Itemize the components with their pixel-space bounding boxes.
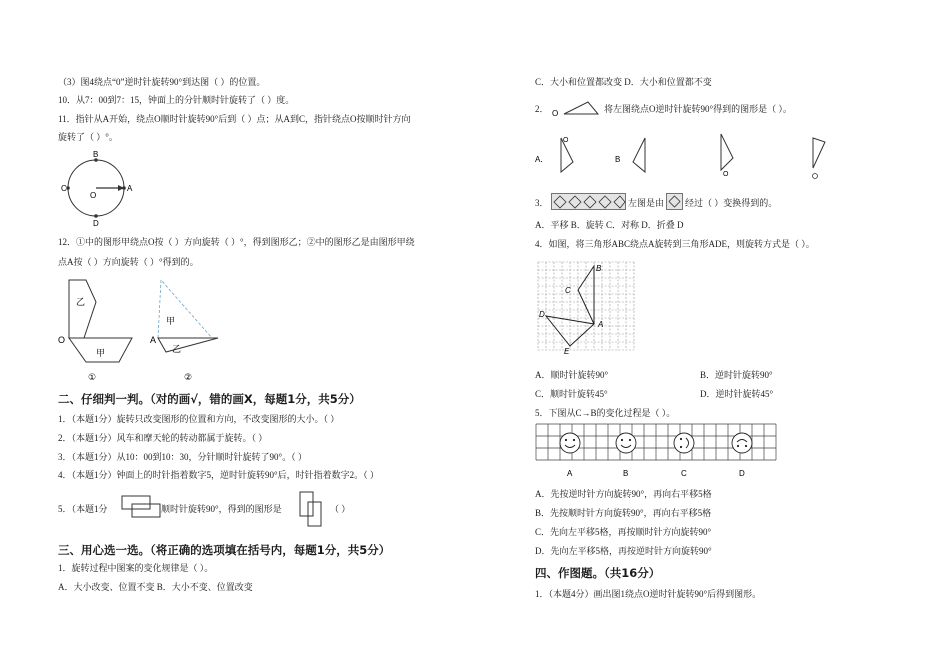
- question-12-line1: 12．①中的图形甲绕点O按（ ）方向旋转（ ）°，得到图形乙；②中的图形乙是由图形甲绕: [58, 237, 415, 247]
- choice-2-options-figures: [533, 128, 853, 188]
- choice-2-opt-a-label: A．: [535, 155, 549, 164]
- choice-2-opt-b-label: B: [615, 155, 621, 164]
- drawing-1: 1．（本题4分）画出图1绕点O逆时针旋转90°后得到图形。: [535, 589, 762, 599]
- judge-4: 4．（本题1分）钟面上的时针指着数字5，逆时针旋转90°后，时针指着数字2。（ ）: [58, 470, 379, 480]
- choice-3-pattern-strip: [551, 193, 627, 211]
- fig1-caption: ①: [88, 372, 97, 382]
- question-10: 10．从7：00到7：15，钟面上的分针顺时针旋转了（ ）度。: [58, 95, 295, 105]
- choice-2-label-o: O: [552, 109, 559, 118]
- fig2-label-yi: 乙: [172, 344, 182, 354]
- choice-2-opt-c-label: [705, 185, 706, 186]
- choice-2-source-figure: [552, 98, 602, 118]
- judge-3: 3．（本题1分）从10：00到10：30，分针顺时针旋转了90°。（ ）: [58, 452, 307, 462]
- choice-1-options-cd: C．大小和位置都改变 D．大小和位置都不变: [535, 77, 712, 87]
- choice-5-option-a: A．先按逆时针方向旋转90°，再向右平移5格: [535, 489, 712, 499]
- judge-1: 1．（本题1分）旋转只改变图形的位置和方向，不改变图形的大小。（ ）: [58, 414, 340, 424]
- choice-3-unit-figure: [666, 193, 684, 211]
- choice-1: 1．旋转过程中图案的变化规律是（ ）。: [58, 563, 214, 573]
- fig1-label-jia: 甲: [96, 348, 106, 358]
- clock-label-a: A: [127, 184, 133, 193]
- choice-3-options: A．平移 B．旋转 C．对称 D．折叠 D: [535, 220, 684, 230]
- choice-4-option-c: C．顺时针旋转45°: [535, 389, 608, 399]
- face-label-c: C: [681, 469, 687, 478]
- fig1-label-yi: 乙: [76, 297, 86, 307]
- fig1-label-o: O: [58, 335, 66, 345]
- clock-label-o: O: [90, 191, 97, 200]
- choice-5-option-d: D．先向左平移5格，再按逆时针方向旋转90°: [535, 546, 712, 556]
- section-4-title: 四、作图题。（共16分）: [535, 566, 661, 580]
- choice-3-number: 3．: [535, 198, 549, 208]
- clock-label-d: D: [93, 219, 99, 228]
- face-label-a: A: [567, 469, 573, 478]
- fig2-caption: ②: [184, 372, 193, 382]
- clock-figure: [60, 148, 140, 228]
- judge-5-rect-original: [120, 494, 166, 520]
- choice-2-number: 2．: [535, 104, 549, 114]
- face-label-b: B: [623, 469, 629, 478]
- fig2-label-jia: 甲: [166, 316, 176, 326]
- judge-5-rect-result: [298, 490, 328, 530]
- choice-4-option-b: B．逆时针旋转90°: [700, 370, 773, 380]
- section-3-title: 三、用心选一选。（将正确的选项填在括号内，每题1分，共5分）: [58, 543, 391, 557]
- grid-label-b: B: [596, 264, 602, 273]
- clock-label-b: B: [93, 150, 99, 159]
- question-12-line2: 点A按（ ）方向旋转（ ）°得到的。: [58, 257, 199, 267]
- choice-4-option-d: D．逆时针旋转45°: [700, 389, 774, 399]
- judge-5-answer: （ ）: [330, 504, 351, 514]
- question-11-line2: 旋转了（ ）°。: [58, 132, 118, 142]
- choice-2-opt-c-o: O: [723, 171, 729, 178]
- judge-5-prefix: 5．（本题1分: [58, 504, 108, 514]
- grid-label-e: E: [564, 347, 570, 356]
- fig2-label-a: A: [150, 335, 157, 345]
- choice-1-options: A．大小改变、位置不变 B．大小不变、位置改变: [58, 582, 253, 592]
- rotation-figures-12: [56, 272, 236, 384]
- choice-2-opt-a-o: O: [563, 137, 569, 144]
- choice-5-option-c: C．先向左平移5格，再按顺时针方向旋转90°: [535, 527, 712, 537]
- question-3-sub: （3）图4绕点“0”逆时针旋转90°到达图（ ）的位置。: [58, 77, 266, 87]
- judge-5-middle: 顺时针旋转90°，得到的图形是: [161, 504, 282, 514]
- judge-2: 2．（本题1分）风车和摩天轮的转动都属于旋转。（ ）: [58, 433, 268, 443]
- question-11-line1: 11．指针从A开始，绕点O顺时针旋转90°后到（ ）点；从A到C，指针绕点O按顺时针方向: [58, 114, 411, 124]
- choice-2-opt-d-label: [833, 185, 834, 186]
- grid-label-d: D: [539, 310, 545, 319]
- choice-5-option-b: B．先按顺时针方向旋转90°，再向右平移5格: [535, 508, 712, 518]
- choice-3-text: 左图是由: [628, 198, 665, 208]
- clock-label-c: C: [61, 184, 67, 193]
- choice-5: 5．下图从C→B的变化过程是（ ）。: [535, 408, 676, 418]
- face-label-d: D: [739, 469, 745, 478]
- section-2-title: 二、仔细判一判。（对的画√，错的画X，每题1分，共5分）: [58, 392, 361, 406]
- choice-5-faces-grid: [536, 424, 786, 482]
- grid-label-c: C: [565, 286, 571, 295]
- choice-4-grid-figure: [538, 262, 638, 356]
- choice-4-option-a: A．顺时针旋转90°: [535, 370, 609, 380]
- choice-4: 4．如图，将三角形ABC绕点A旋转到三角形ADE，则旋转方式是（ ）。: [535, 239, 815, 249]
- choice-3-text-end: 经过（ ）变换得到的。: [685, 198, 778, 208]
- grid-label-a: A: [598, 320, 604, 329]
- choice-2-text: 将左图绕点O逆时针旋转90°得到的图形是（ ）。: [604, 104, 792, 114]
